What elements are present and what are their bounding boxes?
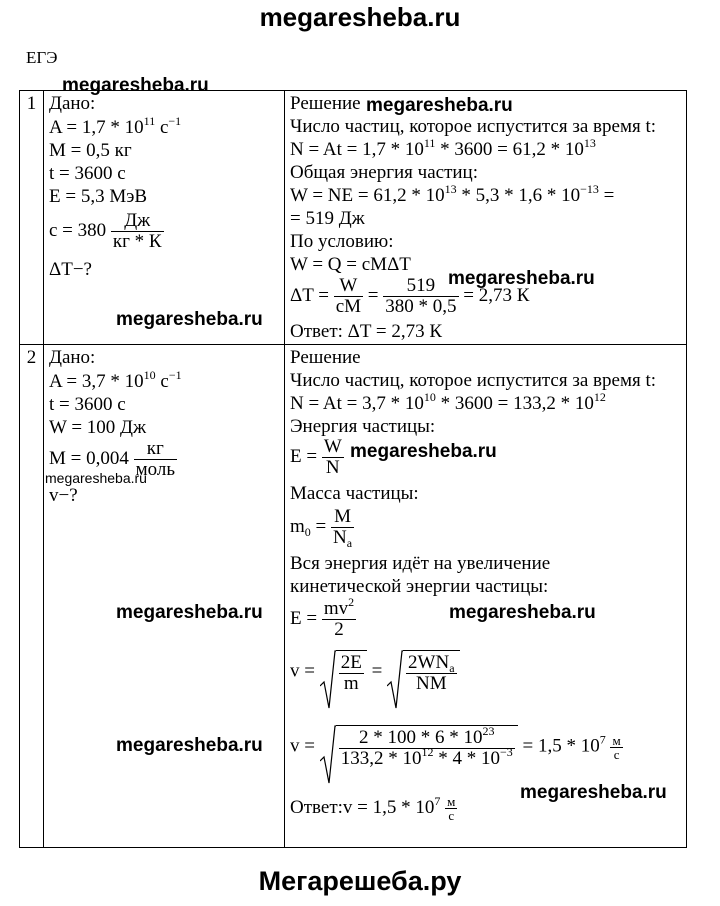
given-find: v−? [49, 485, 78, 506]
solution-formula: E = $\frac{W}{N}$ [290, 436, 342, 478]
solution-title: Решение [290, 347, 361, 368]
given-activity: $A = 3,7 * 10^{10}$ $с^{-1}$ [49, 368, 182, 392]
solution-line: кинетической энергии частицы: [290, 576, 549, 597]
row-number-cell [20, 345, 44, 848]
solution-line: W = Q = cMΔT [290, 254, 411, 275]
answer-line: Ответ: ΔT = 2,73 К [290, 321, 443, 342]
table-row [20, 345, 687, 848]
watermark: megaresheba.ru [520, 782, 667, 803]
row-number: 2 [26, 347, 37, 368]
given-molar-mass: M = 0,004 $\frac{кг}{\text{моль}}$ [49, 438, 176, 480]
answer-line: Ответ:v = $1,5 * 10^7$ $\frac{м}{с}$ [290, 793, 456, 823]
watermark: megaresheba.ru [45, 470, 147, 486]
watermark: megaresheba.ru [350, 441, 497, 462]
radical-sign: $\frac{2E}{m}$ [320, 650, 367, 694]
site-footer-title: Мегарешеба.ру [258, 866, 462, 896]
watermark: megaresheba.ru [116, 735, 263, 756]
given-time: t = 3600 с [49, 163, 126, 184]
watermark: megaresheba.ru [366, 95, 513, 116]
solution-line: Общая энергия частиц: [290, 162, 478, 183]
solution-line: $N = At = 3,7 * 10^{10} * 3600 = 133,2 * 10^{12}$ [290, 390, 606, 414]
radical-sign: $\frac{2WN_a}{NM}$ [387, 650, 459, 694]
solution-line: = 519 Дж [290, 208, 365, 229]
solution-line: Число частиц, которое испустится за время t: [290, 116, 657, 137]
watermark: megaresheba.ru [116, 602, 263, 623]
row-number-cell [20, 91, 44, 345]
given-find: ΔT−? [49, 259, 92, 280]
given-activity: $A = 1,7 * 10^{11}$ $с^{-1}$ [49, 114, 182, 138]
section-label: ЕГЭ [26, 48, 58, 67]
given-cell [44, 91, 285, 345]
given-cell [44, 345, 285, 848]
watermark: megaresheba.ru [62, 75, 209, 96]
row-number: 1 [26, 93, 37, 114]
solution-formula: $m_0$ = $\frac{M}{N_a}$ [290, 506, 353, 550]
solution-line: Масса частицы: [290, 483, 419, 504]
solution-title: Решение [290, 93, 361, 114]
given-title: Дано: [49, 93, 96, 114]
solution-formula: v = $\frac{2 * 100 * 6 * 10^{23}}{133,2 * 10^{12} * 4 * 10^{-3}}$ = $1,5 * 10^7$ $\frac{м}{с}$ [290, 725, 623, 769]
radical-sign: $\frac{2 * 100 * 6 * 10^{23}}{133,2 * 10^{12} * 4 * 10^{-3}}$ [320, 725, 518, 769]
watermark: megaresheba.ru [449, 602, 596, 623]
given-energy: W = 100 Дж [49, 417, 147, 438]
solution-line: $N = At = 1,7 * 10^{11} * 3600 = 61,2 * 10^{13}$ [290, 136, 596, 160]
solution-formula: v = $\frac{2E}{m}$ = $\frac{2WN_a}{NM}$ [290, 650, 460, 694]
given-title: Дано: [49, 347, 96, 368]
site-header-title: megaresheba.ru [259, 2, 461, 32]
solution-formula: ΔT = $\frac{W}{cM}$ = $\frac{519}{380 * 0,5}$ = 2,73 К [290, 275, 530, 317]
given-mass: M = 0,5 кг [49, 140, 132, 161]
solution-line: По условию: [290, 231, 394, 252]
solution-cell [285, 91, 687, 345]
solution-formula: E = $\frac{mv^2}{2}$ [290, 595, 355, 640]
solution-line: W = NE = $61,2 * 10^{13} * 5,3 * 1,6 * 10^{-13}$ = [290, 182, 615, 206]
given-energy: E = 5,3 МэВ [49, 186, 148, 207]
solution-cell [285, 345, 687, 848]
solution-line: Вся энергия идёт на увеличение [290, 553, 551, 574]
given-time: t = 3600 с [49, 394, 126, 415]
solution-line: Энергия частицы: [290, 416, 436, 437]
watermark: megaresheba.ru [116, 309, 263, 330]
table-row [20, 91, 687, 345]
watermark: megaresheba.ru [448, 268, 595, 289]
given-heat-capacity: c = 380 $\frac{Дж}{кг * К}$ [49, 210, 162, 252]
solution-line: Число частиц, которое испустится за время t: [290, 370, 657, 391]
